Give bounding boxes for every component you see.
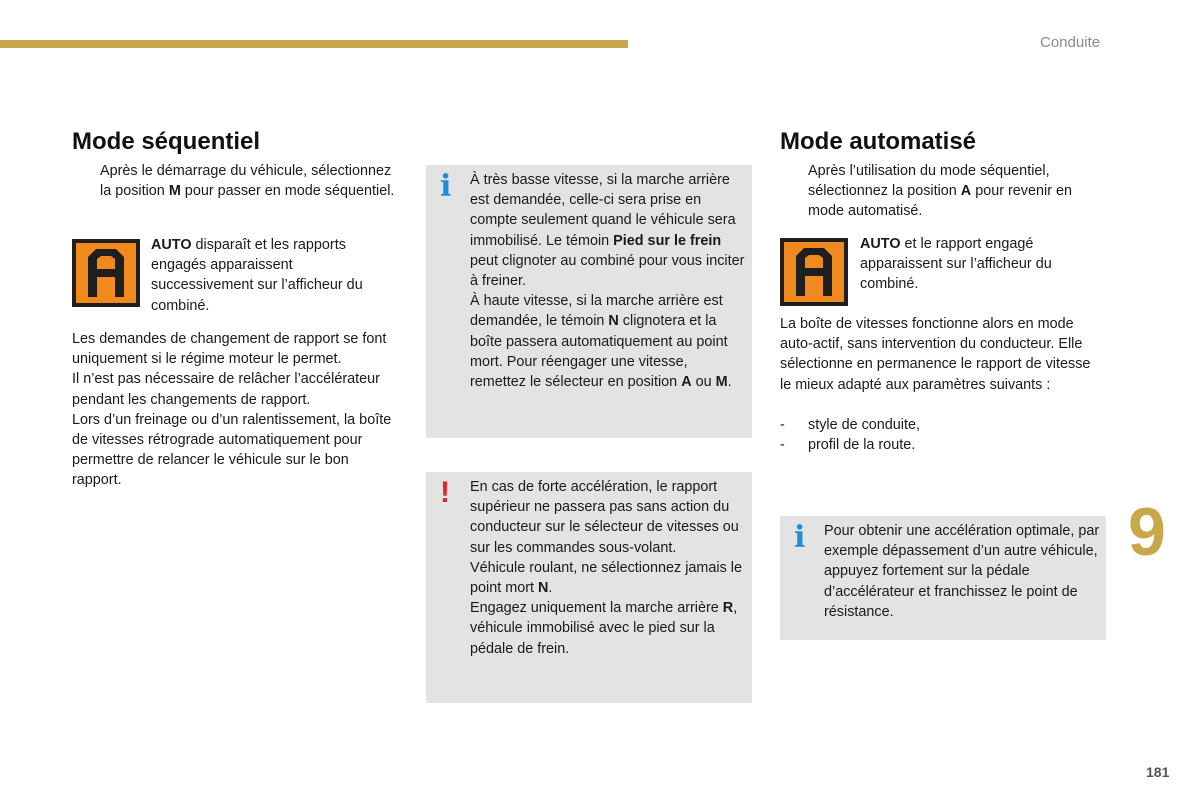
info-icon: i (794, 520, 806, 555)
warning-icon: ! (440, 476, 450, 509)
right-body-text: La boîte de vitesses fonctionne alors en mode auto-actif, sans intervention du conducteur. Elle sélectionne en permanence le rapport de vitesse le mieux adapté aux paramètres suivants : (780, 316, 1091, 393)
section-label: Conduite (1040, 34, 1101, 51)
left-body-text: Les demandes de changement de rapport se font uniquement si le régime moteur le permet. Il n’est pas nécessaire de relâcher l’accélérateur pendant les changements de rapport. Lors d’un freinage ou d’un ralentissement, la boîte de vitesses rétrograde automatiquement pour permettre de relancer le véhicule sur le bon rapport. (72, 331, 392, 489)
auto-mode-indicator-icon (72, 239, 140, 307)
info-box-acceleration (780, 516, 1106, 640)
header-accent-bar (0, 40, 628, 48)
page-number: 181 (1146, 764, 1170, 780)
left-step-text: Après le démarrage du véhicule, sélectionnez la position M pour passer en mode séquentiel. (100, 163, 395, 200)
right-step-text: Après l’utilisation du mode séquentiel, sélectionnez la position A pour revenir en mode automatisé. (808, 163, 1072, 220)
right-section-title: Mode automatisé (780, 128, 977, 155)
info-box-text: Pour obtenir une accélération optimale, par exemple dépassement d’un autre véhicule, appuyez fortement sur la pédale d’accélérateur et franchissez le point de résistance. (824, 523, 1100, 620)
list-item: - style de conduite, (780, 417, 920, 433)
info-box-text: À très basse vitesse, si la marche arrière est demandée, celle-ci sera prise en compte seulement quand le véhicule sera immobilisé. Le témoin Pied sur le frein peut clignoter au combiné pour vous inciter à freiner. À haute vitesse, si la marche arrière est demandée, le témoin N clignotera et la boîte passera automatiquement au point mort. Pour réengager une vitesse, remettez le sélecteur en position A ou M. (470, 172, 745, 391)
left-section-title: Mode séquentiel (72, 128, 261, 155)
warning-box-text: En cas de forte accélération, le rapport supérieur ne passera pas sans action du conducteur sur le sélecteur de vitesses ou sur les commandes sous-volant. Véhicule roulant, ne sélectionnez jamais le point mort N. Engagez uniquement la marche arrière R, véhicule immobilisé avec le pied sur la pédale de frein. (470, 479, 742, 657)
warning-box (426, 472, 752, 703)
auto-mode-indicator-icon (780, 238, 848, 306)
info-box-low-speed (426, 165, 752, 438)
left-auto-description: AUTO disparaît et les rapports engagés apparaissent successivement sur l’afficheur du combiné. (151, 237, 363, 314)
info-icon: i (440, 169, 452, 204)
chapter-number: 9 (1128, 494, 1166, 570)
right-auto-description: AUTO et le rapport engagé apparaissent sur l’afficheur du combiné. (860, 236, 1052, 293)
list-item: - profil de la route. (780, 437, 916, 454)
right-list (780, 415, 1105, 455)
